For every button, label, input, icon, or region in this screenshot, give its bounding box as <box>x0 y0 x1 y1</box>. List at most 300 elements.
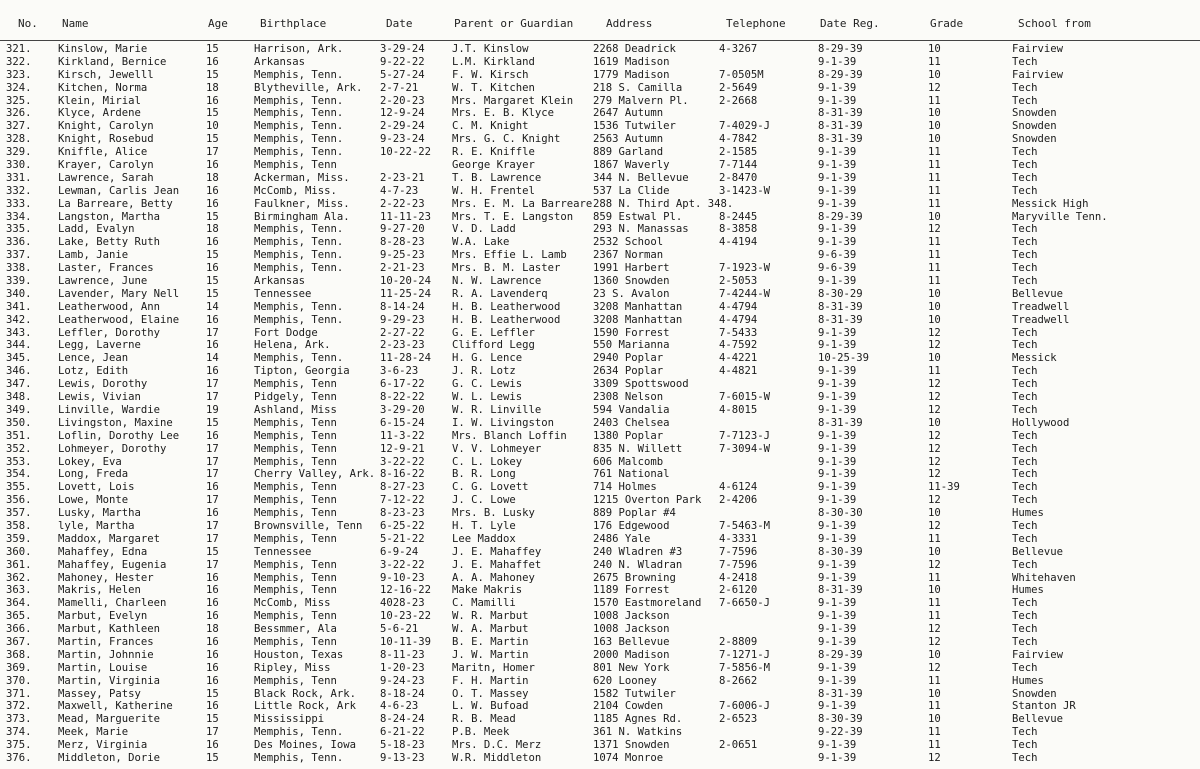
cell-date-reg: 8-30-30 <box>818 507 863 520</box>
table-row <box>0 185 1200 198</box>
cell-telephone: 4-3331 <box>719 532 758 545</box>
cell-parent: Mrs. B. Lusky <box>452 507 535 520</box>
cell-parent: A. A. Mahoney <box>452 571 535 584</box>
table-row <box>0 391 1200 404</box>
cell-age: 16 <box>206 313 219 326</box>
cell-no: 325. <box>6 94 32 107</box>
cell-telephone: 4-4794 <box>719 313 758 326</box>
table-row <box>0 95 1200 108</box>
cell-school-from: Tech <box>1012 726 1038 739</box>
table-row <box>0 82 1200 95</box>
cell-date: 5-21-22 <box>380 532 425 545</box>
cell-date: 8-14-24 <box>380 300 425 313</box>
cell-date: 2-23-21 <box>380 171 425 184</box>
cell-date-reg: 9-1-39 <box>818 81 857 94</box>
cell-address: 240 Wladren #3 <box>593 545 683 558</box>
cell-name: Martin, Frances <box>58 635 154 648</box>
cell-school-from: Tech <box>1012 442 1038 455</box>
cell-grade: 12 <box>928 455 941 468</box>
cell-age: 15 <box>206 687 219 700</box>
cell-grade: 10 <box>928 287 941 300</box>
cell-birthplace: Tipton, Georgia <box>254 365 350 378</box>
cell-name: Marbut, Kathleen <box>58 623 161 636</box>
table-row <box>0 468 1200 481</box>
cell-school-from: Tech <box>1012 236 1038 249</box>
cell-address: 2268 Deadrick <box>593 43 676 55</box>
cell-school-from: Snowden <box>1012 120 1057 133</box>
cell-age: 16 <box>206 571 219 584</box>
cell-date: 6-21-22 <box>380 726 425 739</box>
cell-telephone: 7-4244-W <box>719 287 771 300</box>
cell-age: 16 <box>206 700 219 713</box>
cell-no: 337. <box>6 249 32 262</box>
table-row <box>0 417 1200 430</box>
cell-school-from: Tech <box>1012 597 1038 610</box>
cell-grade: 11 <box>928 197 941 210</box>
cell-date-reg: 8-31-39 <box>818 584 863 597</box>
cell-school-from: Tech <box>1012 494 1038 507</box>
table-row <box>0 378 1200 391</box>
cell-no: 332. <box>6 184 32 197</box>
cell-date-reg: 8-29-39 <box>818 68 863 81</box>
cell-grade: 12 <box>928 378 941 391</box>
cell-school-from: Fairview <box>1012 43 1064 55</box>
cell-date-reg: 9-1-39 <box>818 159 857 172</box>
table-row <box>0 507 1200 520</box>
cell-date: 11-25-24 <box>380 287 432 300</box>
cell-date: 6-15-24 <box>380 416 425 429</box>
header-age: Age <box>208 17 228 30</box>
table-row <box>0 726 1200 739</box>
cell-birthplace: Pidgely, Tenn <box>254 391 337 404</box>
cell-school-from: Tech <box>1012 146 1038 159</box>
cell-grade: 12 <box>928 468 941 481</box>
cell-date-reg: 9-22-39 <box>818 726 863 739</box>
cell-address: 889 Garland <box>593 146 664 159</box>
cell-name: Middleton, Dorie <box>58 751 161 764</box>
cell-name: Linville, Wardie <box>58 403 161 416</box>
cell-telephone: 7-1923-W <box>719 262 771 275</box>
cell-school-from: Tech <box>1012 391 1038 404</box>
cell-date-reg: 8-31-39 <box>818 133 863 146</box>
cell-no: 343. <box>6 326 32 339</box>
cell-no: 355. <box>6 481 32 494</box>
cell-date: 4028-23 <box>380 597 425 610</box>
cell-no: 375. <box>6 739 32 752</box>
cell-name: Langston, Martha <box>58 210 161 223</box>
cell-date: 9-10-23 <box>380 571 425 584</box>
table-row <box>0 623 1200 636</box>
cell-address: 2104 Cowden <box>593 700 664 713</box>
cell-telephone: 4-7842 <box>719 133 758 146</box>
cell-date-reg: 9-1-39 <box>818 481 857 494</box>
cell-address: 2532 School <box>593 236 664 249</box>
cell-date-reg: 9-1-39 <box>818 378 857 391</box>
table-row <box>0 159 1200 172</box>
cell-grade: 10 <box>928 584 941 597</box>
cell-date: 2-7-21 <box>380 81 419 94</box>
cell-school-from: Treadwell <box>1012 300 1070 313</box>
cell-name: Lake, Betty Ruth <box>58 236 161 249</box>
cell-no: 347. <box>6 378 32 391</box>
cell-date-reg: 9-1-39 <box>818 146 857 159</box>
cell-school-from: Tech <box>1012 262 1038 275</box>
cell-birthplace: Memphis, Tenn. <box>254 236 344 249</box>
cell-no: 341. <box>6 300 32 313</box>
cell-parent: L.M. Kirkland <box>452 55 535 68</box>
cell-birthplace: Memphis, Tenn <box>254 584 337 597</box>
cell-address: 176 Edgewood <box>593 519 670 532</box>
table-row <box>0 352 1200 365</box>
cell-telephone: 7-1271-J <box>719 648 771 661</box>
cell-date-reg: 9-1-39 <box>818 558 857 571</box>
cell-parent: F. H. Martin <box>452 674 529 687</box>
cell-grade: 11 <box>928 159 941 172</box>
cell-name: Lewis, Dorothy <box>58 378 148 391</box>
cell-birthplace: Tennessee <box>254 287 312 300</box>
cell-name: Knight, Rosebud <box>58 133 154 146</box>
cell-birthplace: Memphis, Tenn <box>254 159 337 172</box>
cell-birthplace: Black Rock, Ark. <box>254 687 357 700</box>
cell-school-from: Tech <box>1012 249 1038 262</box>
cell-telephone: 4-4194 <box>719 236 758 249</box>
cell-telephone: 2-5053 <box>719 275 758 288</box>
cell-birthplace: McComb, Miss <box>254 597 331 610</box>
table-row <box>0 146 1200 159</box>
cell-address: 344 N. Bellevue <box>593 171 689 184</box>
cell-age: 14 <box>206 352 219 365</box>
cell-address: 594 Vandalia <box>593 403 670 416</box>
cell-address: 620 Looney <box>593 674 657 687</box>
cell-school-from: Tech <box>1012 378 1038 391</box>
cell-grade: 12 <box>928 558 941 571</box>
cell-no: 323. <box>6 68 32 81</box>
table-row <box>0 559 1200 572</box>
cell-telephone: 7-6015-W <box>719 391 771 404</box>
cell-no: 360. <box>6 545 32 558</box>
cell-date-reg: 8-31-39 <box>818 120 863 133</box>
cell-age: 14 <box>206 300 219 313</box>
cell-name: Meek, Marie <box>58 726 129 739</box>
cell-birthplace: Memphis, Tenn. <box>254 223 344 236</box>
table-row <box>0 494 1200 507</box>
table-row <box>0 610 1200 623</box>
table-row <box>0 662 1200 675</box>
cell-parent: R. E. Kniffle <box>452 146 535 159</box>
cell-birthplace: Memphis, Tenn. <box>254 94 344 107</box>
cell-date: 12-9-21 <box>380 442 425 455</box>
cell-age: 17 <box>206 494 219 507</box>
cell-date: 8-22-22 <box>380 391 425 404</box>
cell-grade: 10 <box>928 210 941 223</box>
cell-address: 2563 Autumn <box>593 133 664 146</box>
cell-date-reg: 8-30-29 <box>818 287 863 300</box>
cell-birthplace: Memphis, Tenn <box>254 635 337 648</box>
cell-grade: 11 <box>928 55 941 68</box>
cell-date-reg: 8-29-39 <box>818 210 863 223</box>
cell-address: 1619 Madison <box>593 55 670 68</box>
cell-age: 16 <box>206 597 219 610</box>
cell-address: 606 Malcomb <box>593 455 664 468</box>
cell-school-from: Humes <box>1012 674 1044 687</box>
cell-name: Massey, Patsy <box>58 687 141 700</box>
cell-no: 352. <box>6 442 32 455</box>
cell-date: 9-22-22 <box>380 55 425 68</box>
cell-birthplace: Birmingham Ala. <box>254 210 350 223</box>
cell-parent: H. B. Leatherwood <box>452 300 561 313</box>
table-row <box>0 69 1200 82</box>
cell-parent: G. C. Lewis <box>452 378 523 391</box>
cell-age: 15 <box>206 210 219 223</box>
table-row <box>0 636 1200 649</box>
cell-parent: George Krayer <box>452 159 535 172</box>
cell-school-from: Tech <box>1012 223 1038 236</box>
cell-grade: 10 <box>928 352 941 365</box>
cell-birthplace: Harrison, Ark. <box>254 43 344 55</box>
cell-address: 2403 Chelsea <box>593 416 670 429</box>
cell-school-from: Tech <box>1012 339 1038 352</box>
cell-school-from: Tech <box>1012 365 1038 378</box>
table-row <box>0 752 1200 765</box>
cell-birthplace: Little Rock, Ark <box>254 700 357 713</box>
cell-date-reg: 9-1-39 <box>818 739 857 752</box>
cell-grade: 10 <box>928 107 941 120</box>
cell-name: Long, Freda <box>58 468 129 481</box>
cell-name: lyle, Martha <box>58 519 135 532</box>
cell-parent: H. B. Leatherwood <box>452 313 561 326</box>
cell-school-from: Treadwell <box>1012 313 1070 326</box>
cell-school-from: Tech <box>1012 94 1038 107</box>
cell-parent: B. R. Long <box>452 468 516 481</box>
header-divider <box>0 40 1200 41</box>
cell-grade: 10 <box>928 120 941 133</box>
cell-birthplace: Memphis, Tenn. <box>254 68 344 81</box>
cell-name: Kirsch, Jewelll <box>58 68 154 81</box>
cell-name: Lokey, Eva <box>58 455 122 468</box>
cell-name: Lowe, Monte <box>58 494 129 507</box>
cell-parent: J. E. Mahaffey <box>452 545 542 558</box>
cell-parent: N. W. Lawrence <box>452 275 542 288</box>
table-row <box>0 572 1200 585</box>
cell-name: Lusky, Martha <box>58 507 141 520</box>
cell-parent: C. Mamilli <box>452 597 516 610</box>
cell-date-reg: 8-29-39 <box>818 43 863 55</box>
cell-date: 9-27-20 <box>380 223 425 236</box>
cell-grade: 11 <box>928 571 941 584</box>
cell-name: Kniffle, Alice <box>58 146 148 159</box>
table-row <box>0 172 1200 185</box>
cell-no: 324. <box>6 81 32 94</box>
cell-birthplace: Memphis, Tenn <box>254 378 337 391</box>
cell-parent: Mrs. G. C. Knight <box>452 133 561 146</box>
table-row <box>0 133 1200 146</box>
cell-birthplace: Memphis, Tenn <box>254 558 337 571</box>
cell-date-reg: 9-1-39 <box>818 184 857 197</box>
cell-school-from: Messick High <box>1012 197 1089 210</box>
cell-age: 15 <box>206 68 219 81</box>
cell-birthplace: Cherry Valley, Ark. <box>254 468 376 481</box>
cell-age: 17 <box>206 558 219 571</box>
cell-age: 16 <box>206 481 219 494</box>
cell-no: 329. <box>6 146 32 159</box>
cell-parent: Maritn, Homer <box>452 661 535 674</box>
cell-school-from: Snowden <box>1012 687 1057 700</box>
cell-date: 10-11-39 <box>380 635 432 648</box>
cell-no: 358. <box>6 519 32 532</box>
cell-date-reg: 9-6-39 <box>818 249 857 262</box>
cell-grade: 12 <box>928 635 941 648</box>
cell-date: 8-27-23 <box>380 481 425 494</box>
cell-date: 3-22-22 <box>380 455 425 468</box>
cell-age: 16 <box>206 507 219 520</box>
cell-no: 367. <box>6 635 32 648</box>
cell-no: 365. <box>6 610 32 623</box>
cell-name: Lawrence, Sarah <box>58 171 154 184</box>
cell-date: 2-23-23 <box>380 339 425 352</box>
cell-no: 336. <box>6 236 32 249</box>
cell-parent: W. T. Kitchen <box>452 81 535 94</box>
cell-address: 163 Bellevue <box>593 635 670 648</box>
cell-birthplace: Memphis, Tenn. <box>254 262 344 275</box>
cell-date: 10-23-22 <box>380 610 432 623</box>
cell-birthplace: Memphis, Tenn <box>254 442 337 455</box>
cell-birthplace: Memphis, Tenn <box>254 481 337 494</box>
cell-date-reg: 9-6-39 <box>818 262 857 275</box>
cell-date: 4-7-23 <box>380 184 419 197</box>
cell-school-from: Snowden <box>1012 133 1057 146</box>
cell-parent: L. W. Bufoad <box>452 700 529 713</box>
cell-date: 3-22-22 <box>380 558 425 571</box>
cell-telephone: 4-6124 <box>719 481 758 494</box>
table-row <box>0 314 1200 327</box>
cell-address: 714 Holmes <box>593 481 657 494</box>
cell-grade: 10 <box>928 300 941 313</box>
cell-parent: W. L. Lewis <box>452 391 523 404</box>
cell-school-from: Tech <box>1012 468 1038 481</box>
cell-school-from: Tech <box>1012 184 1038 197</box>
cell-parent: B. E. Martin <box>452 635 529 648</box>
cell-school-from: Tech <box>1012 159 1038 172</box>
cell-address: 2000 Madison <box>593 648 670 661</box>
cell-name: Knight, Carolyn <box>58 120 154 133</box>
cell-address: 2486 Yale <box>593 532 651 545</box>
cell-birthplace: Memphis, Tenn <box>254 610 337 623</box>
cell-telephone: 7-7596 <box>719 558 758 571</box>
table-row <box>0 288 1200 301</box>
cell-age: 18 <box>206 623 219 636</box>
cell-date-reg: 9-1-39 <box>818 532 857 545</box>
cell-no: 331. <box>6 171 32 184</box>
cell-date: 3-29-20 <box>380 403 425 416</box>
cell-no: 333. <box>6 197 32 210</box>
cell-date: 10-20-24 <box>380 275 432 288</box>
cell-grade: 12 <box>928 519 941 532</box>
table-row <box>0 430 1200 443</box>
cell-birthplace: Memphis, Tenn. <box>254 726 344 739</box>
cell-address: 1185 Agnes Rd. <box>593 713 683 726</box>
table-row <box>0 56 1200 69</box>
cell-telephone: 2-8470 <box>719 171 758 184</box>
cell-birthplace: Memphis, Tenn. <box>254 300 344 313</box>
cell-address: 835 N. Willett <box>593 442 683 455</box>
cell-date: 5-18-23 <box>380 739 425 752</box>
cell-no: 338. <box>6 262 32 275</box>
cell-date-reg: 9-1-39 <box>818 94 857 107</box>
table-row <box>0 584 1200 597</box>
cell-date-reg: 9-1-39 <box>818 365 857 378</box>
cell-birthplace: Bessmmer, Ala <box>254 623 337 636</box>
cell-age: 16 <box>206 339 219 352</box>
cell-age: 19 <box>206 403 219 416</box>
cell-grade: 12 <box>928 403 941 416</box>
cell-date-reg: 9-1-39 <box>818 519 857 532</box>
cell-date: 2-20-23 <box>380 94 425 107</box>
cell-date-reg: 10-25-39 <box>818 352 870 365</box>
table-row <box>0 262 1200 275</box>
cell-school-from: Tech <box>1012 429 1038 442</box>
cell-name: Lewis, Vivian <box>58 391 141 404</box>
cell-grade: 12 <box>928 661 941 674</box>
cell-date-reg: 9-1-39 <box>818 55 857 68</box>
table-row <box>0 533 1200 546</box>
cell-date-reg: 9-1-39 <box>818 468 857 481</box>
cell-name: Kirkland, Bernice <box>58 55 167 68</box>
cell-birthplace: Ashland, Miss <box>254 403 337 416</box>
cell-age: 16 <box>206 648 219 661</box>
cell-age: 10 <box>206 120 219 133</box>
cell-parent: Clifford Legg <box>452 339 535 352</box>
cell-telephone: 7-5433 <box>719 326 758 339</box>
cell-date: 5-27-24 <box>380 68 425 81</box>
cell-date-reg: 8-31-39 <box>818 313 863 326</box>
cell-date: 8-11-23 <box>380 648 425 661</box>
cell-name: Leatherwood, Elaine <box>58 313 180 326</box>
cell-no: 366. <box>6 623 32 636</box>
cell-address: 3309 Spottswood <box>593 378 689 391</box>
cell-grade: 11 <box>928 275 941 288</box>
cell-name: Martin, Louise <box>58 661 148 674</box>
cell-address: 279 Malvern Pl. <box>593 94 689 107</box>
cell-age: 16 <box>206 262 219 275</box>
cell-school-from: Snowden <box>1012 107 1057 120</box>
cell-age: 17 <box>206 442 219 455</box>
table-row <box>0 688 1200 701</box>
cell-address: 2647 Autumn <box>593 107 664 120</box>
cell-telephone: 7-4029-J <box>719 120 771 133</box>
cell-birthplace: Ackerman, Miss. <box>254 171 350 184</box>
cell-birthplace: Memphis, Tenn <box>254 532 337 545</box>
cell-name: Lotz, Edith <box>58 365 129 378</box>
cell-grade: 10 <box>928 313 941 326</box>
table-row <box>0 739 1200 752</box>
cell-birthplace: Memphis, Tenn. <box>254 313 344 326</box>
cell-birthplace: Memphis, Tenn. <box>254 352 344 365</box>
cell-school-from: Humes <box>1012 507 1044 520</box>
cell-parent: W. R. Linville <box>452 403 542 416</box>
cell-parent: O. T. Massey <box>452 687 529 700</box>
cell-date-reg: 9-1-39 <box>818 236 857 249</box>
cell-name: Kinslow, Marie <box>58 43 148 55</box>
cell-address: 1779 Madison <box>593 68 670 81</box>
cell-age: 16 <box>206 159 219 172</box>
cell-parent: C. G. Lovett <box>452 481 529 494</box>
cell-age: 16 <box>206 610 219 623</box>
cell-parent: Mrs. D.C. Merz <box>452 739 542 752</box>
cell-no: 340. <box>6 287 32 300</box>
cell-name: Loflin, Dorothy Lee <box>58 429 180 442</box>
cell-school-from: Tech <box>1012 403 1038 416</box>
cell-name: Mead, Marguerite <box>58 713 161 726</box>
